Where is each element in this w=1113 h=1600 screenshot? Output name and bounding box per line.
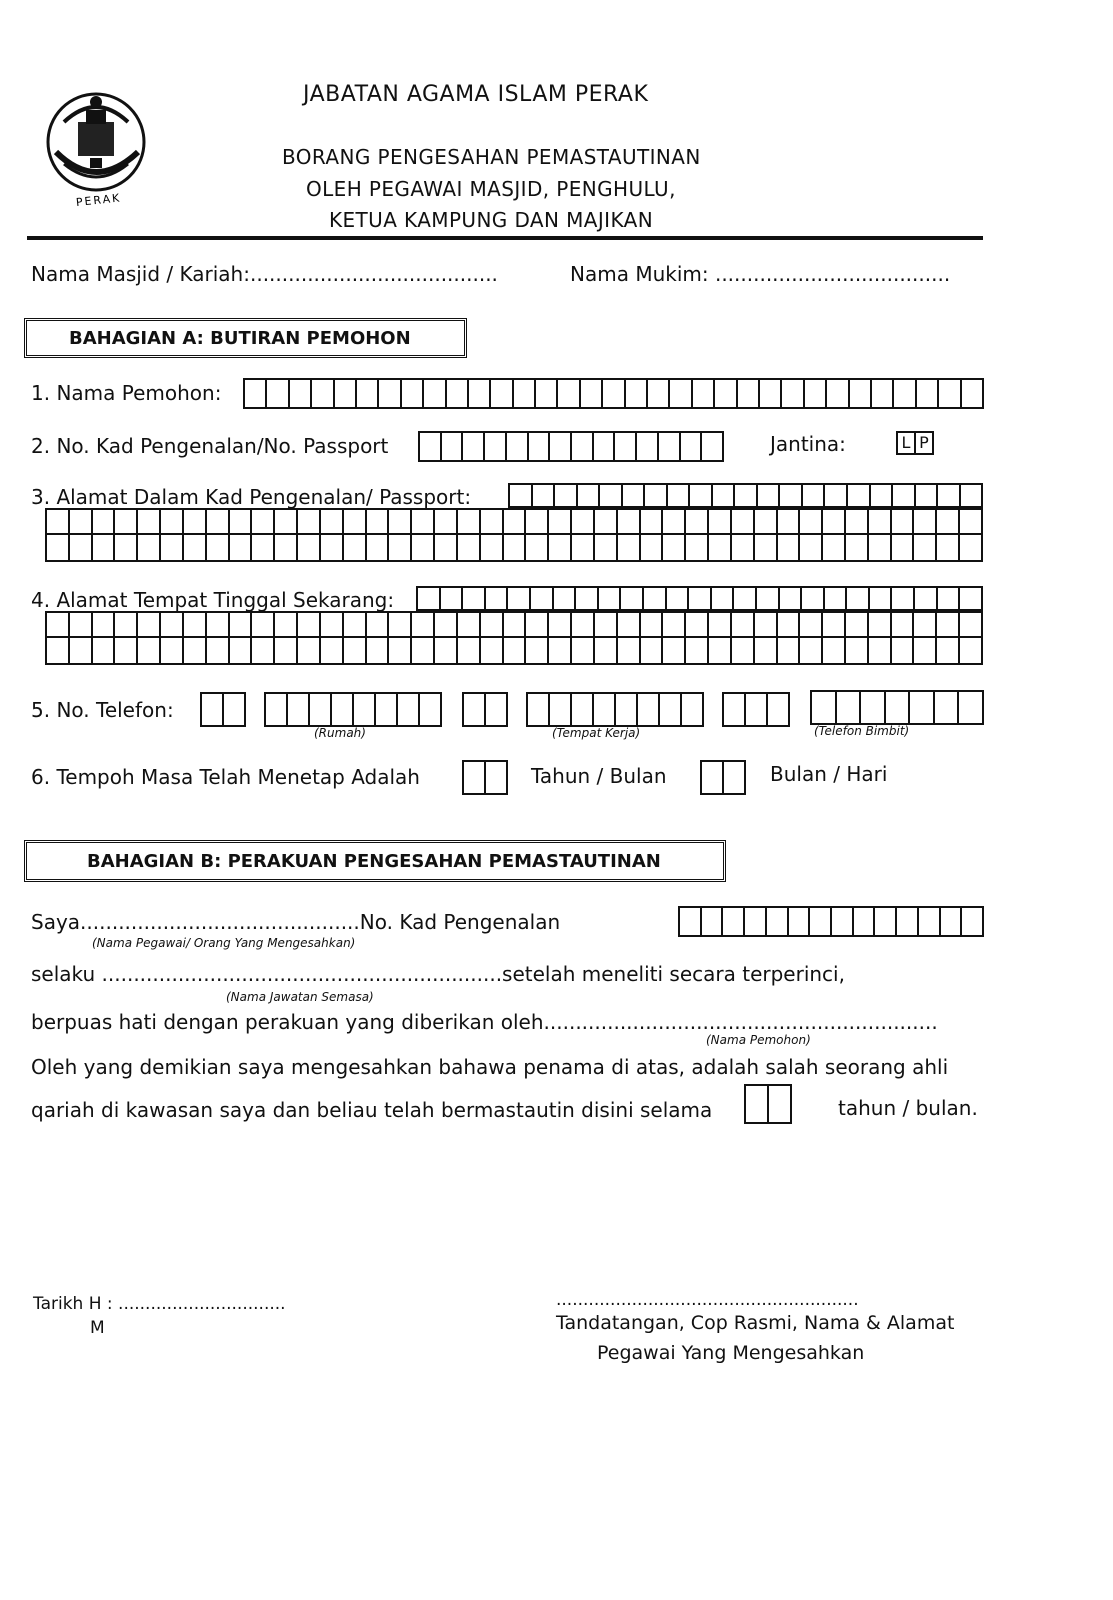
ic-number-label: 2. No. Kad Pengenalan/No. Passport xyxy=(31,434,389,458)
phone-work-caption: (Tempat Kerja) xyxy=(552,726,641,740)
current-address-input-row-1[interactable] xyxy=(416,586,983,611)
months-days-label: Bulan / Hari xyxy=(770,762,888,786)
declarant-name-field[interactable]: Saya............................................No. Kad Pengenalan xyxy=(31,910,561,934)
signature-label-line-2: Pegawai Yang Mengesahkan xyxy=(597,1342,865,1364)
statement-unit-label: tahun / bulan. xyxy=(838,1096,978,1120)
phone-home-area-input[interactable] xyxy=(200,692,246,727)
section-b-title xyxy=(24,840,726,882)
current-address-label: 4. Alamat Tempat Tinggal Sekarang: xyxy=(31,588,395,612)
ic-address-input-row-1[interactable] xyxy=(508,483,983,508)
phone-home-number-input[interactable] xyxy=(264,692,442,727)
years-months-label: Tahun / Bulan xyxy=(531,764,667,788)
residence-duration-label: 6. Tempoh Masa Telah Menetap Adalah xyxy=(31,765,420,789)
header-divider xyxy=(27,236,983,240)
form-title-line-2: OLEH PEGAWAI MASJID, PENGHULU, xyxy=(306,177,676,201)
statement-duration-input[interactable] xyxy=(744,1084,792,1124)
statement-line-1: Oleh yang demikian saya mengesahkan bahawa penama di atas, adalah salah seorang ahli xyxy=(31,1055,949,1079)
gender-label: Jantina: xyxy=(770,432,846,456)
perak-crest-logo xyxy=(34,82,164,212)
applicant-declaration-field[interactable]: berpuas hati dengan perakuan yang diberikan oleh.............................................................. xyxy=(31,1010,938,1034)
section-a-title-text: BAHAGIAN A: BUTIRAN PEMOHON xyxy=(69,327,411,349)
gender-checkbox-group[interactable] xyxy=(896,431,934,455)
statement-line-2: qariah di kawasan saya dan beliau telah bermastautin disini selama xyxy=(31,1098,713,1122)
phone-home-caption: (Rumah) xyxy=(314,726,366,740)
ic-number-input[interactable] xyxy=(418,431,724,462)
phone-label: 5. No. Telefon: xyxy=(31,698,174,722)
section-a-title xyxy=(24,318,467,358)
phone-mobile-prefix-input[interactable] xyxy=(722,692,790,727)
applicant-name-input[interactable] xyxy=(243,378,984,409)
department-title: JABATAN AGAMA ISLAM PERAK xyxy=(303,82,649,107)
form-title-line-3: KETUA KAMPUNG DAN MAJIKAN xyxy=(329,208,654,232)
position-caption: (Nama Jawatan Semasa) xyxy=(226,990,374,1004)
phone-mobile-caption: (Telefon Bimbit) xyxy=(814,724,910,738)
residence-months-input[interactable] xyxy=(700,760,746,795)
phone-mobile-number-input[interactable] xyxy=(810,690,984,725)
applicant-name-caption: (Nama Pemohon) xyxy=(706,1033,811,1047)
declarant-name-caption: (Nama Pegawai/ Orang Yang Mengesahkan) xyxy=(92,936,356,950)
phone-work-number-input[interactable] xyxy=(526,692,704,727)
signature-label-line-1: Tandatangan, Cop Rasmi, Nama & Alamat xyxy=(556,1312,955,1334)
phone-work-area-input[interactable] xyxy=(462,692,508,727)
ic-address-input-grid[interactable] xyxy=(45,508,983,562)
current-address-input-grid[interactable] xyxy=(45,611,983,665)
date-field[interactable]: Tarikh H : ............................... xyxy=(33,1294,286,1314)
form-title-line-1: BORANG PENGESAHAN PEMASTAUTINAN xyxy=(282,145,701,169)
ic-address-label: 3. Alamat Dalam Kad Pengenalan/ Passport: xyxy=(31,485,472,509)
date-m-label: M xyxy=(90,1318,105,1338)
declarant-ic-input[interactable] xyxy=(678,906,984,937)
mukim-field[interactable]: Nama Mukim: ..................................... xyxy=(570,262,951,286)
gender-l-option[interactable]: L xyxy=(898,433,916,453)
position-field[interactable]: selaku ...............................................................setelah meneliti secara terperinci, xyxy=(31,962,845,986)
signature-line[interactable]: ........................................................ xyxy=(556,1290,859,1310)
applicant-name-label: 1. Nama Pemohon: xyxy=(31,381,222,405)
logo-text: PERAK xyxy=(75,191,122,210)
residence-years-input[interactable] xyxy=(462,760,508,795)
gender-p-option[interactable]: P xyxy=(919,433,929,452)
section-b-title-text: BAHAGIAN B: PERAKUAN PENGESAHAN PEMASTAUTINAN xyxy=(87,850,661,872)
masjid-field[interactable]: Nama Masjid / Kariah:....................................... xyxy=(31,262,498,286)
